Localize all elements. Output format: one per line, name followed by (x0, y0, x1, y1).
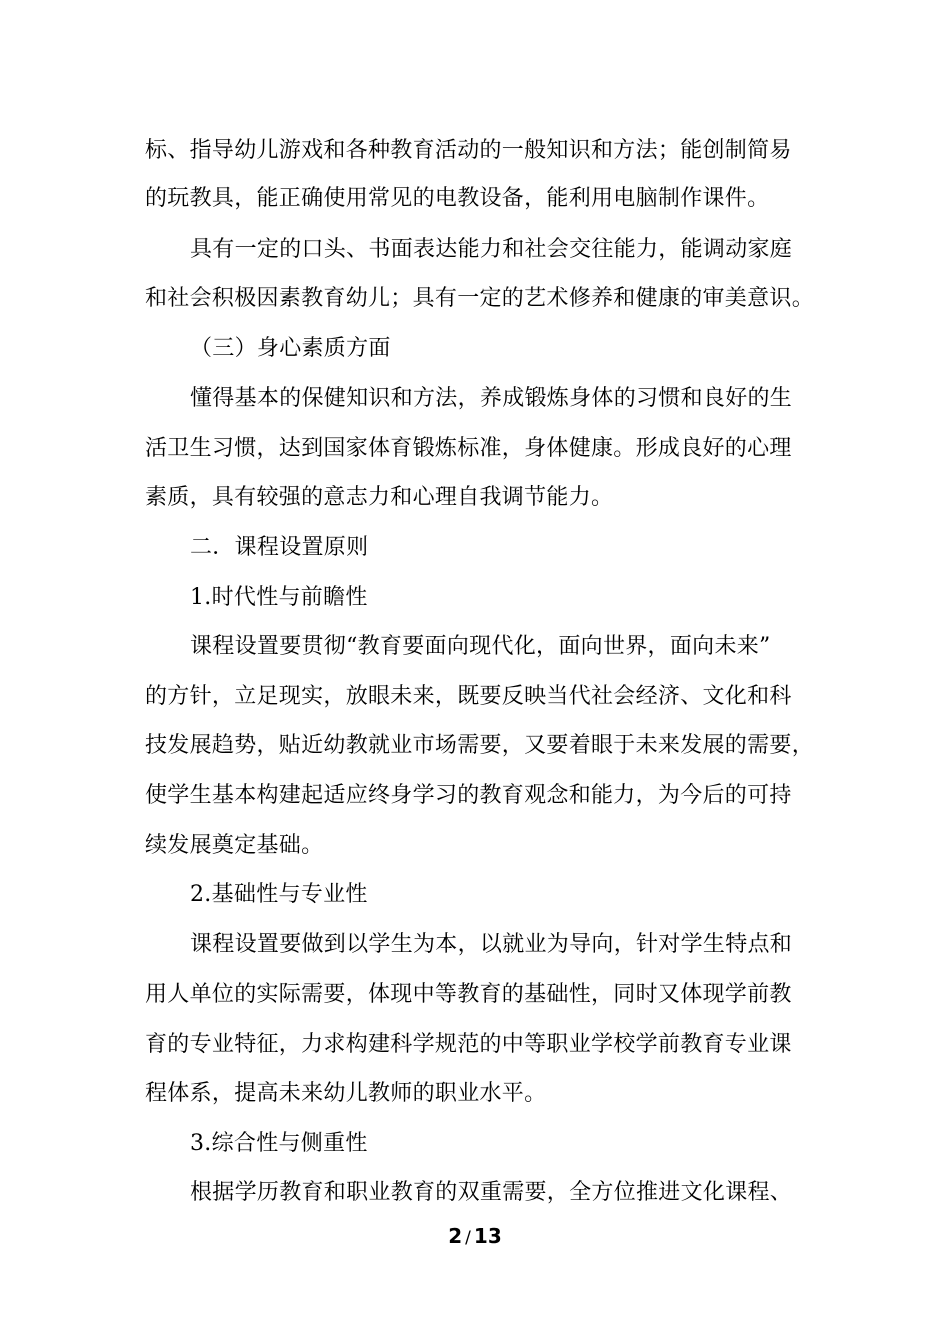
text-line: 使学生基本构建起适应终身学习的教育观念和能力，为今后的可持 (145, 783, 792, 808)
subsection-heading: 1.时代性与前瞻性 (190, 585, 368, 610)
text-line: 素质，具有较强的意志力和心理自我调节能力。 (145, 485, 614, 510)
text-line: 的玩教具，能正确使用常见的电教设备，能利用电脑制作课件。 (145, 186, 770, 211)
text-line: 活卫生习惯，达到国家体育锻炼标准，身体健康。形成良好的心理 (145, 436, 792, 461)
text-line: 技发展趋势，贴近幼教就业市场需要，又要着眼于未来发展的需要， (145, 733, 815, 758)
total-pages: 13 (473, 1224, 502, 1248)
text-line: 根据学历教育和职业教育的双重需要，全方位推进文化课程、 (190, 1180, 793, 1205)
text-line: 和社会积极因素教育幼儿；具有一定的艺术修养和健康的审美意识。 (145, 286, 815, 311)
text-line: 程体系，提高未来幼儿教师的职业水平。 (145, 1081, 547, 1106)
section-heading: （三）身心素质方面 (190, 336, 391, 361)
text-line: 育的专业特征，力求构建科学规范的中等职业学校学前教育专业课 (145, 1032, 792, 1057)
text-line: 懂得基本的保健知识和方法，养成锻炼身体的习惯和良好的生 (190, 386, 793, 411)
subsection-heading: 2.基础性与专业性 (190, 882, 368, 907)
page-separator: / (465, 1228, 471, 1248)
text-line: 用人单位的实际需要，体现中等教育的基础性，同时又体现学前教 (145, 982, 792, 1007)
text-line: 课程设置要做到以学生为本，以就业为导向，针对学生特点和 (190, 932, 793, 957)
text-line: 续发展奠定基础。 (145, 833, 324, 858)
text-line: 的方针，立足现实，放眼未来，既要反映当代社会经济、文化和科 (145, 684, 792, 709)
page-number (0, 1222, 950, 1252)
text-line: 具有一定的口头、书面表达能力和社会交往能力，能调动家庭 (190, 237, 793, 262)
text-line: 标、指导幼儿游戏和各种教育活动的一般知识和方法；能创制简易 (145, 138, 792, 163)
text-line: 课程设置要贯彻“教育要面向现代化，面向世界，面向未来” (190, 634, 771, 659)
section-heading: 二．课程设置原则 (190, 535, 369, 560)
current-page: 2 (448, 1224, 463, 1248)
subsection-heading: 3.综合性与侧重性 (190, 1131, 368, 1156)
